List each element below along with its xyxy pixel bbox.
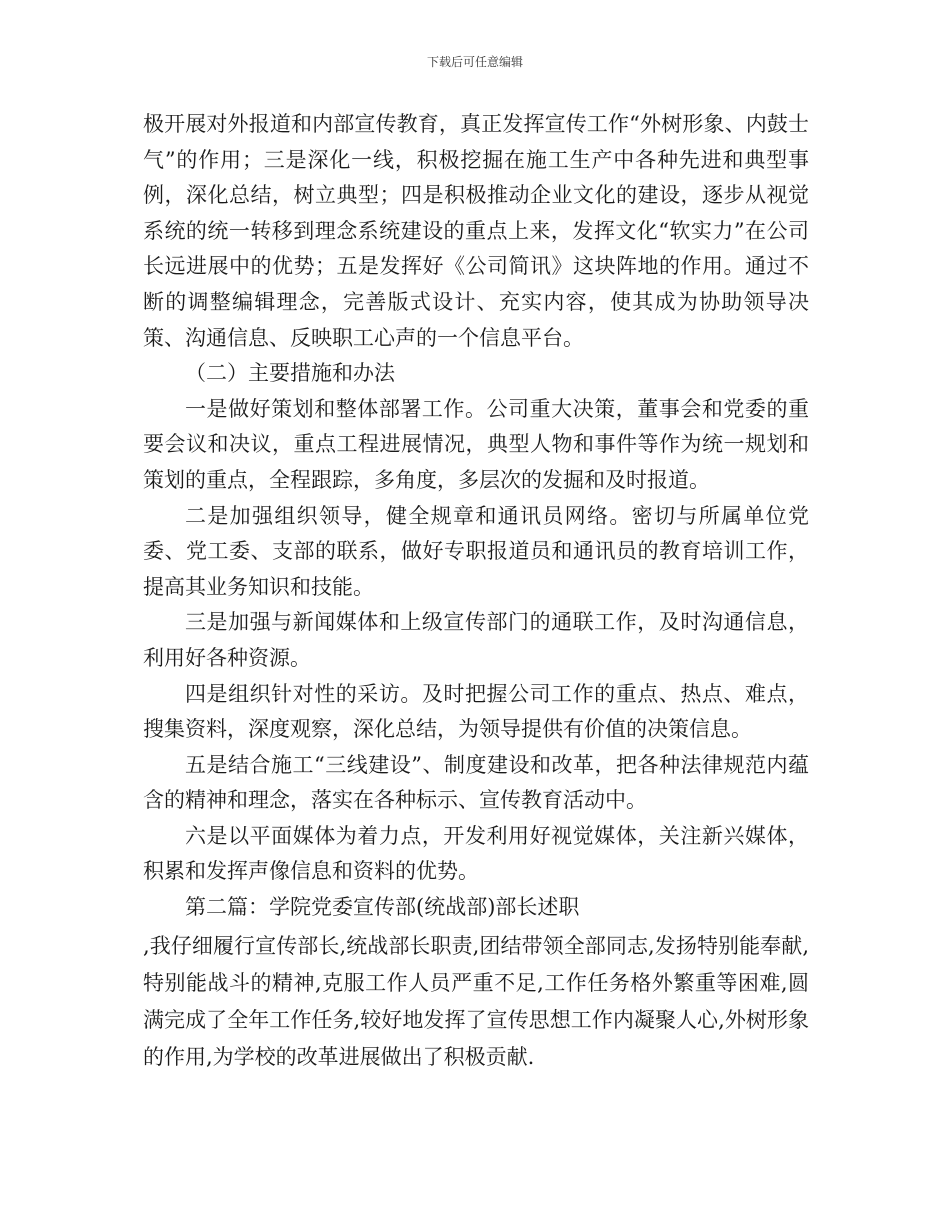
page-header: 下载后可任意编辑 xyxy=(426,55,523,69)
paragraph-continued: 极开展对外报道和内部宣传教育，真正发挥宣传工作“外树形象、内鼓士气”的作用；三是深化一线，积极挖掘在施工生产中各种先进和典型事例，深化总结，树立典型；四是积极推动企业文化的建设，逐步从视觉系统的统一转移到理念系统建设的重点上来，发挥文化“软实力”在公司长远进展中的优势；五是发挥好《公司简讯》这块阵地的作用。通过不断的调整编辑理念，完善版式设计、充实内容，使其成为协助领导决策、沟通信息、反映职工心声的一个信息平台。 xyxy=(143,112,809,350)
paragraph-measure-6: 六是以平面媒体为着力点，开发利用好视觉媒体，关注新兴媒体，积累和发挥声像信息和资料的优势。 xyxy=(143,823,809,884)
chapter-heading-second: 第二篇：学院党委宣传部(统战部)部长述职 xyxy=(185,895,580,920)
paragraph-measure-1: 一是做好策划和整体部署工作。公司重大决策，董事会和党委的重要会议和决议，重点工程进展情况，典型人物和事件等作为统一规划和策划的重点，全程跟踪，多角度，多层次的发掘和及时报道。 xyxy=(143,396,809,492)
paragraph-measure-4: 四是组织针对性的采访。及时把握公司工作的重点、热点、难点，搜集资料，深度观察，深化总结，为领导提供有价值的决策信息。 xyxy=(143,681,809,742)
document-body xyxy=(143,107,809,1076)
second-article xyxy=(143,928,809,1076)
paragraph-report-intro: ,我仔细履行宣传部长,统战部长职责,团结带领全部同志,发扬特别能奉献,特别能战斗的精神,克服工作人员严重不足,工作任务格外繁重等困难,圆满完成了全年工作任务,较好地发挥了宣传思想工作内凝聚人心,外树形象的作用,为学校的改革进展做出了积极贡献. xyxy=(143,933,809,1069)
paragraph-measure-5: 五是结合施工“三线建设”、制度建设和改革，把各种法律规范内蕴含的精神和理念，落实在各种标示、宣传教育活动中。 xyxy=(143,752,809,813)
section-heading-measures: （二）主要措施和办法 xyxy=(185,361,395,386)
paragraph-measure-3: 三是加强与新闻媒体和上级宣传部门的通联工作，及时沟通信息，利用好各种资源。 xyxy=(143,610,809,670)
paragraph-measure-2: 二是加强组织领导，健全规章和通讯员网络。密切与所属单位党委、党工委、支部的联系，做好专职报道员和通讯员的教育培训工作，提高其业务知识和技能。 xyxy=(143,503,809,599)
